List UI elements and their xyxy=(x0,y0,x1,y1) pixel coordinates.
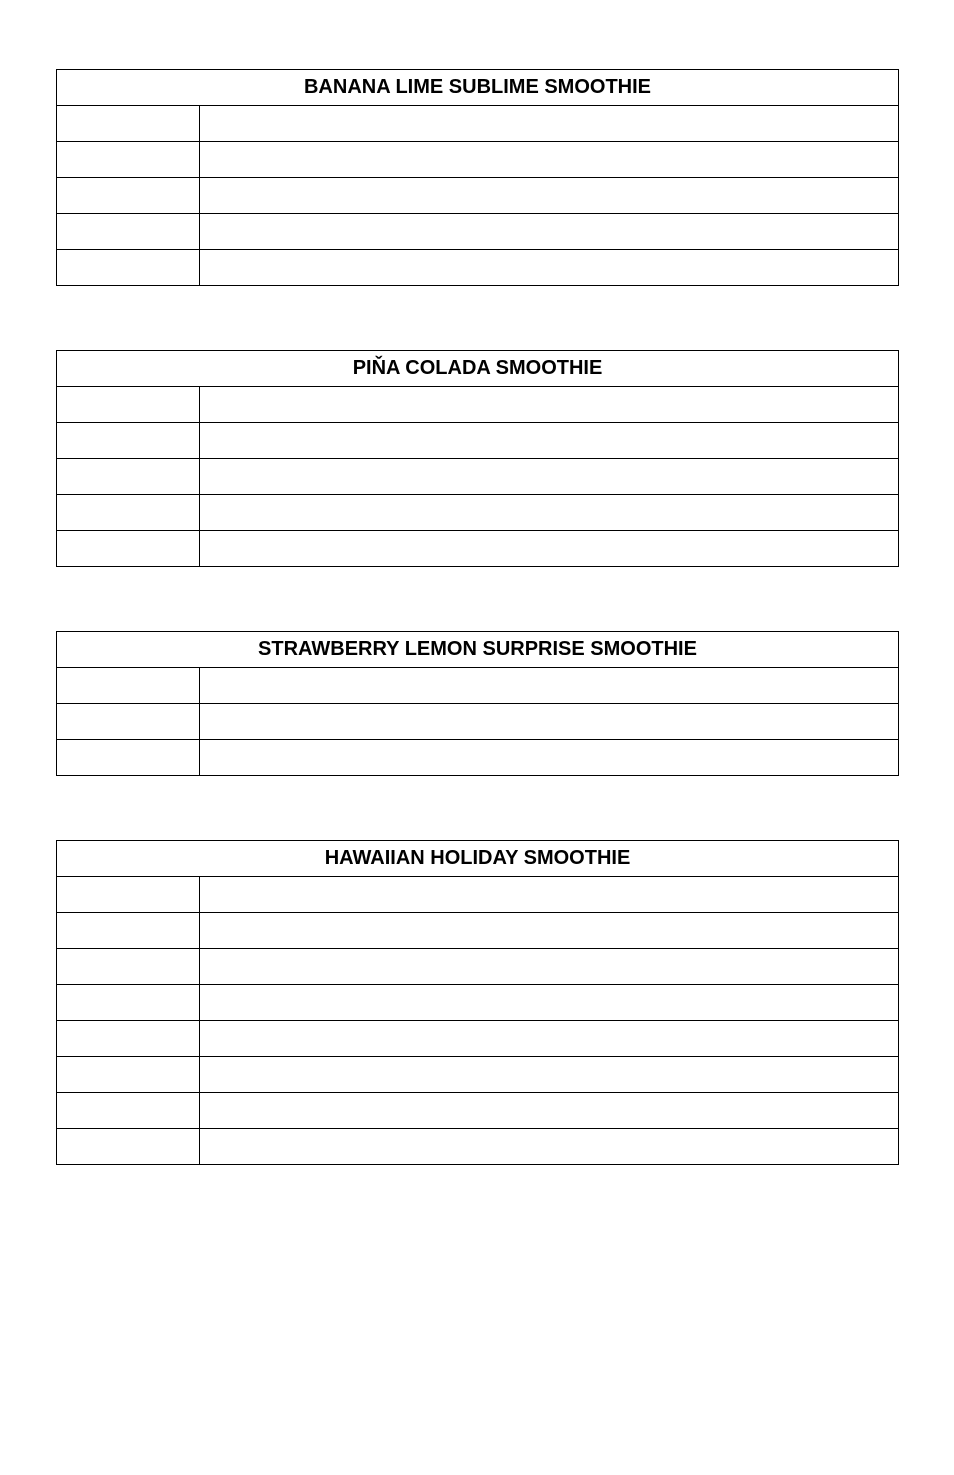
ingredient-cell xyxy=(200,531,899,567)
quantity-cell xyxy=(57,913,200,949)
ingredient-cell xyxy=(200,106,899,142)
table-row xyxy=(57,142,899,178)
ingredient-cell xyxy=(200,459,899,495)
ingredient-cell xyxy=(200,1057,899,1093)
ingredient-cell xyxy=(200,1093,899,1129)
table-row xyxy=(57,459,899,495)
table-row xyxy=(57,495,899,531)
ingredient-cell xyxy=(200,985,899,1021)
recipe-table-banana-lime-sublime xyxy=(56,69,899,286)
recipe-table-pina-colada xyxy=(56,350,899,567)
quantity-cell xyxy=(57,250,200,286)
ingredient-cell xyxy=(200,740,899,776)
ingredient-cell xyxy=(200,913,899,949)
recipe-title: PIŇA COLADA SMOOTHIE xyxy=(57,351,899,387)
quantity-cell xyxy=(57,1057,200,1093)
quantity-cell xyxy=(57,877,200,913)
ingredient-cell xyxy=(200,178,899,214)
ingredient-cell xyxy=(200,949,899,985)
quantity-cell xyxy=(57,1129,200,1165)
quantity-cell xyxy=(57,495,200,531)
quantity-cell xyxy=(57,178,200,214)
quantity-cell xyxy=(57,142,200,178)
table-row xyxy=(57,949,899,985)
recipe-table-strawberry-lemon-surprise xyxy=(56,631,899,776)
quantity-cell xyxy=(57,531,200,567)
recipe-table-hawaiian-holiday xyxy=(56,840,899,1165)
ingredient-cell xyxy=(200,1129,899,1165)
recipe-header-row xyxy=(57,841,899,877)
ingredient-cell xyxy=(200,423,899,459)
table-row xyxy=(57,178,899,214)
quantity-cell xyxy=(57,949,200,985)
table-row xyxy=(57,1057,899,1093)
recipe-title: BANANA LIME SUBLIME SMOOTHIE xyxy=(57,70,899,106)
recipe-header-row xyxy=(57,70,899,106)
ingredient-cell xyxy=(200,1021,899,1057)
table-row xyxy=(57,668,899,704)
table-row xyxy=(57,214,899,250)
quantity-cell xyxy=(57,985,200,1021)
ingredient-cell xyxy=(200,877,899,913)
quantity-cell xyxy=(57,423,200,459)
ingredient-cell xyxy=(200,668,899,704)
table-row xyxy=(57,106,899,142)
ingredient-cell xyxy=(200,214,899,250)
ingredient-cell xyxy=(200,250,899,286)
table-row xyxy=(57,250,899,286)
recipe-title: STRAWBERRY LEMON SURPRISE SMOOTHIE xyxy=(57,632,899,668)
recipe-header-row xyxy=(57,351,899,387)
recipe-page xyxy=(56,69,898,1229)
quantity-cell xyxy=(57,668,200,704)
quantity-cell xyxy=(57,1021,200,1057)
table-row xyxy=(57,1129,899,1165)
quantity-cell xyxy=(57,214,200,250)
ingredient-cell xyxy=(200,704,899,740)
quantity-cell xyxy=(57,459,200,495)
ingredient-cell xyxy=(200,387,899,423)
table-row xyxy=(57,1093,899,1129)
quantity-cell xyxy=(57,740,200,776)
ingredient-cell xyxy=(200,142,899,178)
quantity-cell xyxy=(57,106,200,142)
table-row xyxy=(57,740,899,776)
table-row xyxy=(57,704,899,740)
table-row xyxy=(57,531,899,567)
table-row xyxy=(57,387,899,423)
table-row xyxy=(57,877,899,913)
recipe-title: HAWAIIAN HOLIDAY SMOOTHIE xyxy=(57,841,899,877)
table-row xyxy=(57,423,899,459)
quantity-cell xyxy=(57,704,200,740)
table-row xyxy=(57,985,899,1021)
recipe-header-row xyxy=(57,632,899,668)
quantity-cell xyxy=(57,387,200,423)
table-row xyxy=(57,1021,899,1057)
table-row xyxy=(57,913,899,949)
ingredient-cell xyxy=(200,495,899,531)
quantity-cell xyxy=(57,1093,200,1129)
